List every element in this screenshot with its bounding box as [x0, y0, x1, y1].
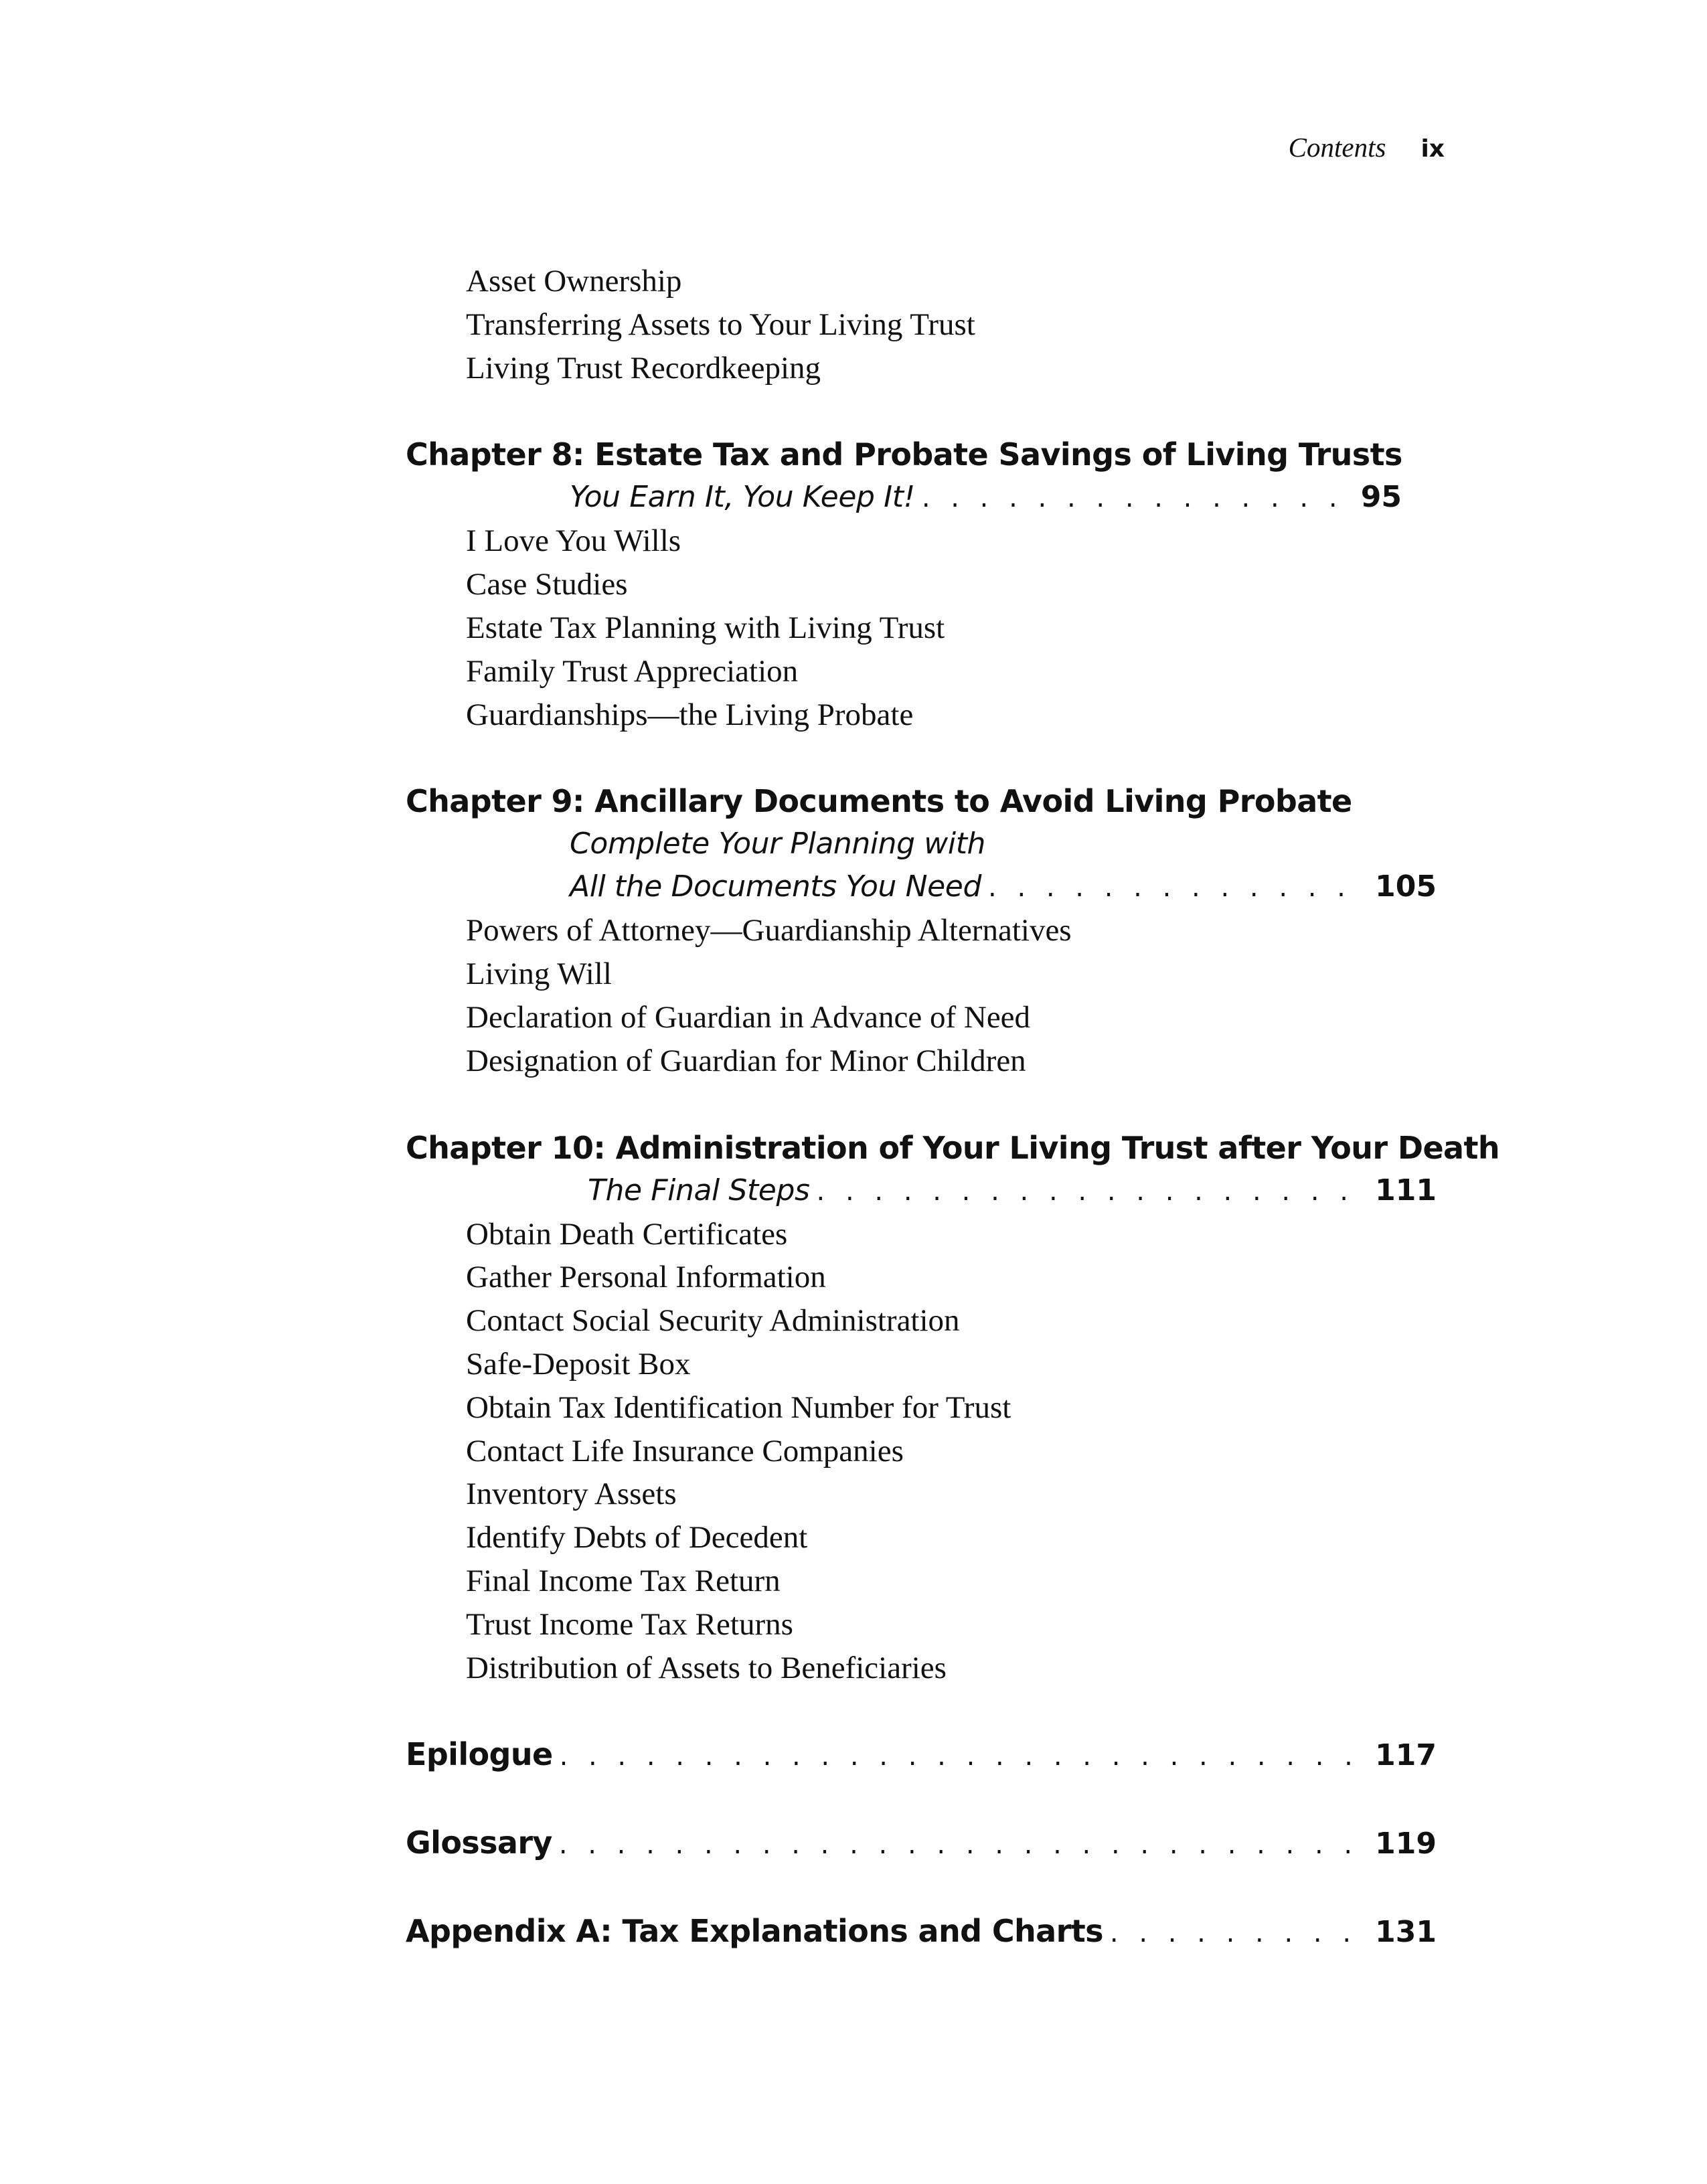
toc-subentry: Living Trust Recordkeeping [466, 350, 821, 386]
toc-epilogue [406, 1733, 1437, 1778]
toc-subentry: Inventory Assets [466, 1477, 677, 1512]
glossary-page: 119 [1375, 1827, 1437, 1861]
toc-subentry: Safe-Deposit Box [466, 1346, 691, 1381]
chapter-9-subtitle-first: Complete Your Planning with [570, 827, 986, 861]
chapter-10-page: 111 [1375, 1173, 1437, 1207]
toc-subentry: Family Trust Appreciation [466, 653, 799, 689]
dot-leader [922, 477, 1352, 519]
chapter-9-subtitle: All the Documents You Need [570, 869, 982, 904]
chapter-8-page: 95 [1360, 480, 1402, 515]
toc-subentry: Living Will [466, 956, 612, 992]
chapter-9-page: 105 [1375, 869, 1437, 904]
chapter-9-title: Chapter 9: Ancillary Documents to Avoid Living Probate [406, 783, 1352, 820]
chapter-8-subtitle-line [406, 476, 1437, 519]
toc-chapter-9 [406, 780, 1437, 1082]
continued-items [406, 260, 1437, 390]
appendix-a-entry [406, 1910, 1437, 1954]
dot-leader [988, 866, 1366, 909]
toc-continued-section [406, 260, 1437, 390]
chapter-9-items [406, 909, 1437, 1082]
toc-subentry: Estate Tax Planning with Living Trust [466, 610, 945, 645]
toc-subentry: Transferring Assets to Your Living Trust [466, 307, 975, 342]
dot-leader [1110, 1912, 1366, 1954]
toc-subentry: Final Income Tax Return [466, 1563, 781, 1598]
toc-chapter-8 [406, 433, 1437, 736]
toc-subentry: Obtain Tax Identification Number for Trust [466, 1390, 1011, 1425]
toc-subentry: Asset Ownership [466, 264, 682, 299]
toc-appendix-a [406, 1910, 1437, 1954]
dot-leader [560, 1735, 1366, 1778]
epilogue-page: 117 [1375, 1738, 1437, 1773]
toc-subentry: Case Studies [466, 567, 628, 602]
toc-subentry: Obtain Death Certificates [466, 1216, 788, 1252]
glossary-title: Glossary [406, 1825, 552, 1861]
appendix-a-title: Appendix A: Tax Explanations and Charts [406, 1913, 1103, 1950]
toc-glossary [406, 1821, 1437, 1866]
chapter-8-items [406, 519, 1437, 736]
toc-subentry: Trust Income Tax Returns [466, 1606, 793, 1642]
toc-subentry: Distribution of Assets to Beneficiaries [466, 1650, 947, 1685]
table-of-contents [406, 260, 1500, 1954]
chapter-8-title: Chapter 8: Estate Tax and Probate Savings of Living Trusts [406, 436, 1402, 473]
toc-subentry: Declaration of Guardian in Advance of Need [466, 999, 1031, 1035]
chapter-9-subtitle-line [406, 865, 1437, 909]
page-number: ix [1420, 135, 1445, 163]
epilogue-title: Epilogue [406, 1736, 553, 1773]
toc-subentry: Contact Life Insurance Companies [466, 1433, 904, 1468]
toc-subentry: Powers of Attorney—Guardianship Alternatives [466, 913, 1072, 948]
dot-leader [817, 1170, 1366, 1213]
dot-leader [559, 1823, 1366, 1866]
appendix-a-page: 131 [1375, 1915, 1437, 1950]
toc-subentry: Gather Personal Information [466, 1260, 826, 1295]
glossary-entry [406, 1821, 1437, 1866]
chapter-10-subtitle: The Final Steps [588, 1173, 810, 1207]
toc-subentry: Guardianships—the Living Probate [466, 697, 914, 732]
chapter-8-subtitle: You Earn It, You Keep It! [570, 480, 915, 515]
toc-subentry: Designation of Guardian for Minor Children [466, 1043, 1026, 1078]
chapter-10-items [406, 1213, 1437, 1690]
running-header [1289, 131, 1445, 163]
chapter-10-title: Chapter 10: Administration of Your Living Trust after Your Death [406, 1129, 1500, 1166]
running-header-title: Contents [1288, 132, 1386, 163]
chapter-10-subtitle-line [406, 1169, 1437, 1213]
toc-subentry: I Love You Wills [466, 523, 681, 559]
epilogue-entry [406, 1733, 1437, 1778]
toc-chapter-10 [406, 1126, 1500, 1690]
toc-subentry: Identify Debts of Decedent [466, 1520, 808, 1556]
toc-subentry: Contact Social Security Administration [466, 1303, 960, 1339]
